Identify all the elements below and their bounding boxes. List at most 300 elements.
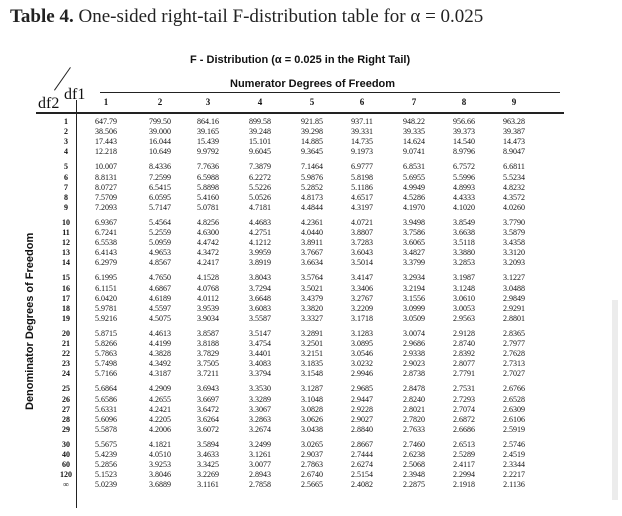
- table-cell: 2.7791: [453, 369, 475, 379]
- table-cell: 2.7633: [403, 424, 425, 434]
- table-cell: 3.0488: [503, 283, 525, 293]
- table-cell: 4.8173: [301, 192, 323, 202]
- table-cell: 3.3120: [503, 248, 525, 258]
- table-cell: 5.5226: [249, 182, 271, 192]
- table-cell: 2.2994: [453, 470, 475, 480]
- table-cell: 4.8567: [149, 258, 171, 268]
- page-edge-shadow: [612, 300, 618, 500]
- table-cell: 4.0260: [503, 202, 525, 212]
- column-header: 3: [205, 97, 211, 107]
- table-cell: 3.1548: [301, 369, 323, 379]
- table-cell: 5.0239: [95, 480, 117, 490]
- table-cell: 2.9946: [351, 369, 373, 379]
- table-cell: 4.1212: [249, 238, 271, 248]
- df2-label: df2: [38, 95, 60, 112]
- table-cell: 3.4827: [403, 248, 425, 258]
- table-cell: 4.1528: [197, 273, 219, 283]
- table-cell: 4.6867: [149, 283, 171, 293]
- table-cell: 3.3799: [403, 258, 425, 268]
- table-cell: 5.4239: [95, 450, 117, 459]
- table-cell: 10.649: [149, 147, 171, 157]
- table-cell: 3.9498: [403, 217, 425, 227]
- table-cell: 2.8667: [351, 439, 373, 449]
- table-cell: 3.1835: [301, 359, 323, 369]
- table-cell: 3.6072: [197, 424, 219, 434]
- table-cell: 9.6045: [249, 147, 271, 157]
- table-cell: 4.0510: [149, 450, 171, 459]
- table-cell: 4.4742: [197, 238, 219, 248]
- table-cell: 799.50: [149, 117, 171, 126]
- table-cell: 2.8801: [503, 313, 525, 323]
- table-cell: 3.3425: [197, 460, 219, 470]
- table-cell: 2.8021: [403, 404, 425, 414]
- column-header: 6: [359, 97, 365, 107]
- table-cell: 3.8919: [249, 258, 271, 268]
- title-label: Table 4.: [10, 6, 74, 27]
- table-cell: 3.7790: [503, 217, 525, 227]
- table-cell: 3.5147: [249, 328, 271, 338]
- table-cell: 3.8188: [197, 339, 219, 348]
- table-cell: 3.5764: [301, 273, 323, 283]
- row-df-label: 10: [62, 217, 70, 227]
- table-cell: 3.7211: [197, 369, 219, 379]
- table-cell: 3.8046: [149, 470, 171, 480]
- table-cell: 3.0053: [453, 303, 475, 313]
- table-cell: 2.7444: [351, 450, 373, 459]
- row-df-label: 28: [62, 414, 70, 424]
- table-cell: 14.624: [403, 137, 425, 147]
- table-cell: 3.2501: [301, 339, 323, 348]
- table-cell: 3.9959: [249, 248, 271, 258]
- table-cell: 2.9563: [453, 313, 475, 323]
- table-cell: 2.4082: [351, 480, 373, 490]
- table-cell: 2.5289: [453, 450, 475, 459]
- page-title: [10, 6, 483, 28]
- table-cell: 8.9047: [503, 147, 525, 157]
- table-cell: 3.6065: [403, 238, 425, 248]
- table-cell: 5.8198: [351, 172, 373, 182]
- table-cell: 3.6043: [351, 248, 373, 258]
- table-cell: 2.8365: [503, 328, 525, 338]
- table-cell: 864.16: [197, 117, 219, 126]
- table-cell: 5.8715: [95, 328, 117, 338]
- table-cell: 9.1973: [351, 147, 373, 157]
- table-cell: 3.2853: [453, 258, 475, 268]
- table-cell: 6.4143: [95, 248, 117, 258]
- table-cell: 5.2856: [95, 460, 117, 470]
- table-cell: 5.9781: [95, 303, 117, 313]
- table-cell: 4.2361: [301, 217, 323, 227]
- table-cell: 7.7636: [197, 162, 219, 172]
- table-cell: 3.8043: [249, 273, 271, 283]
- table-cell: 5.0781: [197, 202, 219, 212]
- table-cell: 3.0610: [453, 293, 475, 303]
- table-cell: 3.1556: [403, 293, 425, 303]
- row-df-label: 22: [62, 349, 70, 359]
- table-cell: 4.2655: [149, 394, 171, 404]
- table-cell: 4.2006: [149, 424, 171, 434]
- table-cell: 3.2767: [351, 293, 373, 303]
- table-cell: 2.9228: [351, 404, 373, 414]
- table-cell: 3.2194: [403, 283, 425, 293]
- table-cell: 5.1523: [95, 470, 117, 480]
- table-cell: 2.5154: [351, 470, 373, 480]
- table-cell: 3.8807: [351, 228, 373, 237]
- table-cell: 7.5709: [95, 192, 117, 202]
- table-cell: 4.2417: [197, 258, 219, 268]
- row-df-label: 19: [62, 313, 70, 323]
- table-cell: 4.6517: [351, 192, 373, 202]
- table-cell: 4.9949: [403, 182, 425, 192]
- table-cell: 15.101: [249, 137, 271, 147]
- header-rule: [36, 112, 564, 114]
- row-df-label: 26: [62, 394, 70, 404]
- table-cell: 6.2979: [95, 258, 117, 268]
- table-cell: 3.3880: [453, 248, 475, 258]
- table-cell: 3.6638: [453, 228, 475, 237]
- table-cell: 2.8478: [403, 384, 425, 394]
- table-subtitle: F - Distribution (α = 0.025 in the Right Tail): [190, 54, 411, 66]
- table-cell: 3.9253: [149, 460, 171, 470]
- table-cell: 6.7241: [95, 228, 117, 237]
- table-cell: 3.6889: [149, 480, 171, 490]
- table-cell: 956.66: [453, 117, 475, 126]
- table-cell: 2.4117: [453, 460, 475, 470]
- table-cell: 3.8911: [301, 238, 323, 248]
- table-cell: 5.5878: [95, 424, 117, 434]
- table-cell: 2.6238: [403, 450, 425, 459]
- table-cell: 5.6331: [95, 404, 117, 414]
- table-cell: 3.0265: [301, 439, 323, 449]
- table-cell: 3.2674: [249, 424, 271, 434]
- table-cell: 5.4564: [149, 217, 171, 227]
- table-cell: 948.22: [403, 117, 425, 126]
- table-cell: 3.1283: [351, 328, 373, 338]
- column-header: 1: [103, 97, 109, 107]
- table-cell: 3.9034: [197, 313, 219, 323]
- row-df-label: 14: [62, 258, 70, 268]
- table-cell: 3.8549: [453, 217, 475, 227]
- row-df-label: 8: [64, 192, 68, 202]
- table-cell: 2.3948: [403, 470, 425, 480]
- table-cell: 3.6697: [197, 394, 219, 404]
- table-cell: 921.85: [301, 117, 323, 126]
- table-cell: 2.9128: [453, 328, 475, 338]
- table-cell: 3.7586: [403, 228, 425, 237]
- table-cell: 2.4519: [503, 450, 525, 459]
- table-cell: 3.3820: [301, 303, 323, 313]
- row-df-label: 29: [62, 424, 70, 434]
- row-df-label: 18: [62, 303, 70, 313]
- table-cell: 4.1020: [453, 202, 475, 212]
- table-cell: 5.5996: [453, 172, 475, 182]
- table-cell: 3.0895: [351, 339, 373, 348]
- table-cell: 2.7977: [503, 339, 525, 348]
- table-cell: 4.5286: [403, 192, 425, 202]
- table-cell: 4.0440: [301, 228, 323, 237]
- table-cell: 2.9027: [351, 414, 373, 424]
- table-cell: 3.3530: [249, 384, 271, 394]
- table-cell: 3.1048: [301, 394, 323, 404]
- table-cell: 3.5587: [249, 313, 271, 323]
- table-cell: 4.4199: [149, 339, 171, 348]
- table-cell: 38.506: [95, 127, 117, 137]
- table-cell: 6.5988: [197, 172, 219, 182]
- row-label-rule: [76, 100, 77, 508]
- row-df-label: 40: [62, 450, 70, 459]
- table-cell: 2.5919: [503, 424, 525, 434]
- table-cell: 3.4083: [249, 359, 271, 369]
- row-df-label: 25: [62, 384, 70, 394]
- table-cell: 8.4336: [149, 162, 171, 172]
- table-cell: 3.6634: [301, 258, 323, 268]
- table-cell: 14.735: [351, 137, 373, 147]
- table-cell: 2.7820: [403, 414, 425, 424]
- row-df-label: 27: [62, 404, 70, 414]
- table-cell: 2.5665: [301, 480, 323, 490]
- table-cell: 2.7460: [403, 439, 425, 449]
- table-cell: 3.6083: [249, 303, 271, 313]
- table-cell: 2.8740: [453, 339, 475, 348]
- table-cell: 5.7498: [95, 359, 117, 369]
- table-cell: 2.1918: [453, 480, 475, 490]
- table-cell: 3.7294: [249, 283, 271, 293]
- table-cell: 39.387: [503, 127, 525, 137]
- table-cell: 2.9037: [301, 450, 323, 459]
- row-df-label: 30: [62, 439, 70, 449]
- table-cell: 5.6586: [95, 394, 117, 404]
- table-cell: 5.2852: [301, 182, 323, 192]
- table-cell: 2.7531: [453, 384, 475, 394]
- table-cell: 2.8240: [403, 394, 425, 404]
- table-cell: 6.5538: [95, 238, 117, 248]
- table-cell: 4.0112: [197, 293, 219, 303]
- table-cell: 3.0438: [301, 424, 323, 434]
- table-cell: 3.1161: [197, 480, 219, 490]
- table-cell: 2.7628: [503, 349, 525, 359]
- row-df-label: 17: [62, 293, 70, 303]
- table-cell: 5.8898: [197, 182, 219, 192]
- table-cell: 5.1186: [351, 182, 373, 192]
- table-cell: 4.7650: [149, 273, 171, 283]
- table-cell: 8.9796: [453, 147, 475, 157]
- table-cell: 3.0626: [301, 414, 323, 424]
- table-cell: 2.7074: [453, 404, 475, 414]
- table-cell: 4.8993: [453, 182, 475, 192]
- table-cell: 2.9686: [403, 339, 425, 348]
- table-cell: 4.4683: [249, 217, 271, 227]
- row-df-label: ∞: [63, 480, 69, 490]
- title-text: One-sided right-tail F-distribution table for α = 0.025: [73, 6, 484, 27]
- row-df-label: 11: [62, 228, 70, 237]
- table-cell: 5.6096: [95, 414, 117, 424]
- row-df-label: 60: [62, 460, 70, 470]
- table-cell: 2.6686: [453, 424, 475, 434]
- column-header: 5: [309, 97, 315, 107]
- table-cell: 9.3645: [301, 147, 323, 157]
- table-cell: 14.540: [453, 137, 475, 147]
- row-df-label: 13: [62, 248, 70, 258]
- table-cell: 2.6872: [453, 414, 475, 424]
- table-cell: 2.7027: [503, 369, 525, 379]
- table-cell: 4.2421: [149, 404, 171, 414]
- table-cell: 9.0741: [403, 147, 425, 157]
- table-cell: 3.1987: [453, 273, 475, 283]
- table-cell: 647.79: [95, 117, 117, 126]
- table-cell: 2.9291: [503, 303, 525, 313]
- table-cell: 3.6648: [249, 293, 271, 303]
- table-cell: 3.4358: [503, 238, 525, 248]
- table-cell: 4.8232: [503, 182, 525, 192]
- table-cell: 8.8131: [95, 172, 117, 182]
- row-df-label: 21: [62, 339, 70, 348]
- table-cell: 6.1151: [95, 283, 117, 293]
- row-df-label: 2: [64, 127, 68, 137]
- table-cell: 39.165: [197, 127, 219, 137]
- table-cell: 14.885: [301, 137, 323, 147]
- row-df-label: 16: [62, 283, 70, 293]
- numerator-header: Numerator Degrees of Freedom: [230, 78, 396, 90]
- table-cell: 4.5597: [149, 303, 171, 313]
- table-cell: 5.0959: [149, 238, 171, 248]
- table-cell: 2.6309: [503, 404, 525, 414]
- table-cell: 5.5234: [503, 172, 525, 182]
- row-df-label: 20: [62, 328, 70, 338]
- table-cell: 3.3289: [249, 394, 271, 404]
- table-cell: 4.3828: [149, 349, 171, 359]
- table-cell: 2.7858: [249, 480, 271, 490]
- table-cell: 2.8943: [249, 470, 271, 480]
- table-cell: 4.6189: [149, 293, 171, 303]
- table-cell: 2.6528: [503, 394, 525, 404]
- column-header: 2: [157, 97, 163, 107]
- table-cell: 4.2909: [149, 384, 171, 394]
- row-df-label: 9: [64, 202, 68, 212]
- table-cell: 3.3327: [301, 313, 323, 323]
- table-cell: 3.0077: [249, 460, 271, 470]
- table-cell: 3.4379: [301, 293, 323, 303]
- table-cell: 4.9653: [149, 248, 171, 258]
- row-df-label: 5: [64, 162, 68, 172]
- row-df-label: 1: [64, 117, 68, 126]
- table-cell: 3.0999: [403, 303, 425, 313]
- table-cell: 899.58: [249, 117, 271, 126]
- row-df-label: 12: [62, 238, 70, 248]
- table-cell: 3.1287: [301, 384, 323, 394]
- table-cell: 4.4844: [301, 202, 323, 212]
- table-cell: 4.2751: [249, 228, 271, 237]
- table-cell: 7.2093: [95, 202, 117, 212]
- table-cell: 6.9777: [351, 162, 373, 172]
- table-cell: 6.6811: [503, 162, 525, 172]
- table-cell: 937.11: [351, 117, 373, 126]
- table-cell: 2.9685: [351, 384, 373, 394]
- table-cell: 2.6513: [453, 439, 475, 449]
- row-df-label: 4: [64, 147, 68, 157]
- table-cell: 5.9216: [95, 313, 117, 323]
- table-cell: 3.3067: [249, 404, 271, 414]
- table-cell: 3.2269: [197, 470, 219, 480]
- table-cell: 2.8840: [351, 424, 373, 434]
- table-cell: 14.473: [503, 137, 525, 147]
- table-cell: 2.2217: [503, 470, 525, 480]
- table-cell: 39.331: [351, 127, 373, 137]
- table-cell: 3.1227: [503, 273, 525, 283]
- table-cell: 3.2934: [403, 273, 425, 283]
- table-cell: 5.9876: [301, 172, 323, 182]
- table-cell: 2.9849: [503, 293, 525, 303]
- column-header: 9: [511, 97, 517, 107]
- column-header: 7: [411, 97, 417, 107]
- table-cell: 39.248: [249, 127, 271, 137]
- table-cell: 8.0727: [95, 182, 117, 192]
- table-cell: 6.5415: [149, 182, 171, 192]
- table-cell: 5.0526: [249, 192, 271, 202]
- table-cell: 6.1995: [95, 273, 117, 283]
- table-cell: 3.1718: [351, 313, 373, 323]
- table-cell: 3.2209: [351, 303, 373, 313]
- row-df-label: 23: [62, 359, 70, 369]
- row-df-label: 3: [64, 137, 68, 147]
- table-cell: 4.8256: [197, 217, 219, 227]
- table-cell: 2.3344: [503, 460, 525, 470]
- table-cell: 3.6264: [197, 414, 219, 424]
- table-cell: 3.5894: [197, 439, 219, 449]
- table-cell: 3.0232: [351, 359, 373, 369]
- table-cell: 6.7572: [453, 162, 475, 172]
- table-cell: 10.007: [95, 162, 117, 172]
- table-cell: 2.9338: [403, 349, 425, 359]
- table-cell: 3.6472: [197, 404, 219, 414]
- table-cell: 3.5014: [351, 258, 373, 268]
- numerator-underline: [100, 92, 560, 93]
- table-cell: 3.7829: [197, 349, 219, 359]
- table-cell: 4.0721: [351, 217, 373, 227]
- table-cell: 6.0595: [149, 192, 171, 202]
- table-cell: 3.7667: [301, 248, 323, 258]
- table-cell: 3.0828: [301, 404, 323, 414]
- table-cell: 3.4147: [351, 273, 373, 283]
- table-cell: 12.218: [95, 147, 117, 157]
- table-cell: 5.7863: [95, 349, 117, 359]
- table-cell: 2.7293: [453, 394, 475, 404]
- table-cell: 3.2093: [503, 258, 525, 268]
- table-cell: 3.5879: [503, 228, 525, 237]
- table-cell: 3.4633: [197, 450, 219, 459]
- table-cell: 5.7166: [95, 369, 117, 379]
- table-cell: 3.2499: [249, 439, 271, 449]
- table-cell: 2.6766: [503, 384, 525, 394]
- table-cell: 3.8587: [197, 328, 219, 338]
- table-cell: 16.044: [149, 137, 171, 147]
- table-cell: 15.439: [197, 137, 219, 147]
- table-cell: 39.335: [403, 127, 425, 137]
- table-cell: 6.9367: [95, 217, 117, 227]
- table-cell: 4.2205: [149, 414, 171, 424]
- table-cell: 6.8531: [403, 162, 425, 172]
- table-cell: 9.9792: [197, 147, 219, 157]
- table-cell: 4.0768: [197, 283, 219, 293]
- table-cell: 3.0546: [351, 349, 373, 359]
- table-cell: 2.6740: [301, 470, 323, 480]
- row-df-label: 120: [60, 470, 72, 480]
- table-cell: 2.5068: [403, 460, 425, 470]
- table-cell: 2.9447: [351, 394, 373, 404]
- table-cell: 7.2599: [149, 172, 171, 182]
- table-cell: 5.5675: [95, 439, 117, 449]
- table-cell: 2.9023: [403, 359, 425, 369]
- table-cell: 2.8738: [403, 369, 425, 379]
